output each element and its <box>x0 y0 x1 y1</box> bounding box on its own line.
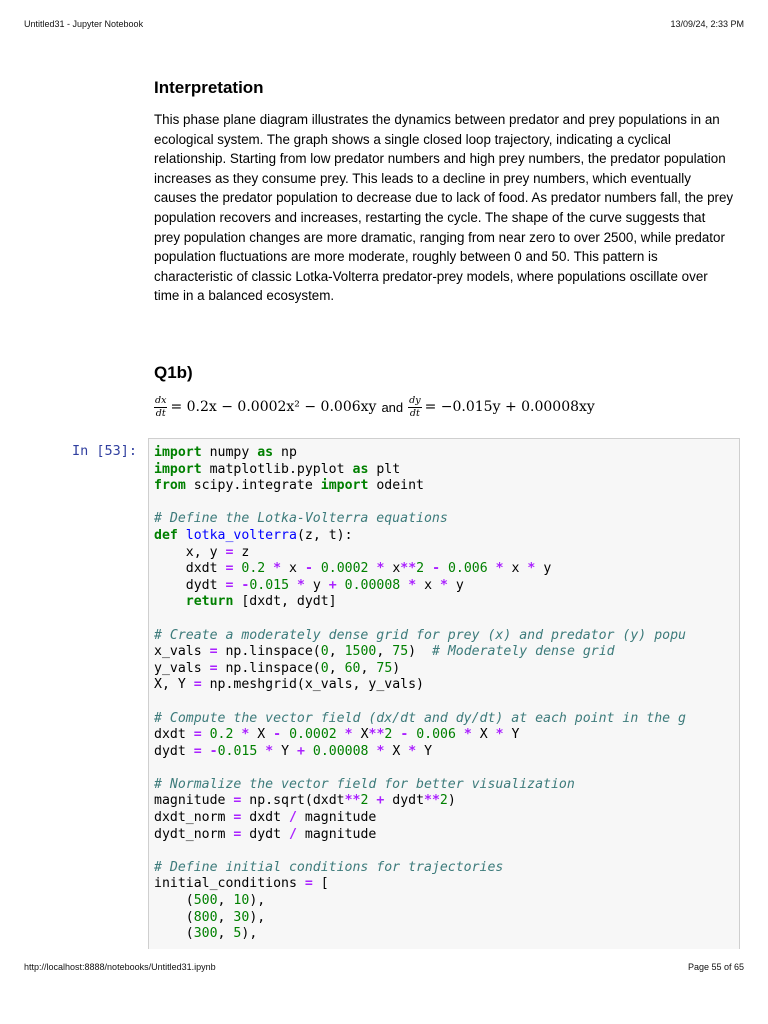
dxdt-expression: = 0.2x − 0.0002x² − 0.006xy <box>170 399 377 415</box>
dydt-expression: = −0.015y + 0.00008xy <box>424 399 595 415</box>
dydt-fraction <box>408 396 421 419</box>
page-number: Page 55 of 65 <box>687 962 744 972</box>
print-datetime: 13/09/24, 2:33 PM <box>670 19 744 29</box>
interpretation-heading: Interpretation <box>154 78 264 97</box>
equation-conjunction: and <box>381 399 404 415</box>
differential-equations <box>154 392 714 422</box>
dx-numerator: dx <box>155 394 167 406</box>
browser-page-title: Untitled31 - Jupyter Notebook <box>24 19 144 29</box>
dt-denominator: dt <box>409 407 420 419</box>
cell-prompt: In [53]: <box>72 443 138 459</box>
interpretation-paragraph: This phase plane diagram illustrates the dynamics between predator and prey populations in an ecological system. The graph shows a single closed loop trajectory, indicating a cyclical relationship. Starting from low predator numbers and high prey numbers, the predator population increases as they consume prey. This leads to a decline in prey numbers, which eventually causes the predator population to decrease due to lack of food. As predator numbers fall, the prey population recovers and increases, restarting the cycle. The shape of the curve suggests that prey population changes are more dramatic, ranging from near zero to over 2500, while predator population fluctuations are more moderate, roughly between 0 and 50. This pattern is characteristic of classic Lotka-Volterra predator-prey models, where populations oscillate over time in a balanced ecosystem. <box>154 112 734 304</box>
q1b-heading: Q1b) <box>154 363 193 382</box>
page-url: http://localhost:8888/notebooks/Untitled31.ipynb <box>24 962 216 972</box>
dxdt-fraction <box>154 396 167 419</box>
dy-numerator: dy <box>409 394 421 406</box>
dt-denominator: dt <box>155 407 166 419</box>
code-content[interactable]: import numpy as np import matplotlib.pyplot as plt from scipy.integrate import odeint # Define the Lotka-Volterra equations def lotka_volterra(z, t): x, y = z dxdt = 0.2 * x - 0.0002 * x**2 - 0.006 * x * y dydt = -0.015 * y + 0.00008 * x * y return [dxdt, dydt] # Create a moderately dense grid for prey (x) and predator (y) popu x_vals = np.linspace(0, 1500, 75) # Moderately dense grid y_vals = np.linspace(0, 60, 75) X, Y = np.meshgrid(x_vals, y_vals) # Compute the vector field (dx/dt and dy/dt) at each point in the g dxdt = 0.2 * X - 0.0002 * X**2 - 0.006 * X * Y dydt = -0.015 * Y + 0.00008 * X * Y # Normalize the vector field for better visualization magnitude = np.sqrt(dxdt**2 + dydt**2) dxdt_norm = dxdt / magnitude dydt_norm = dydt / magnitude # Define initial conditions for trajectories initial_conditions = [ (500, 10), (800, 30), (300, 5), <box>154 445 686 942</box>
code-cell[interactable] <box>148 438 740 949</box>
